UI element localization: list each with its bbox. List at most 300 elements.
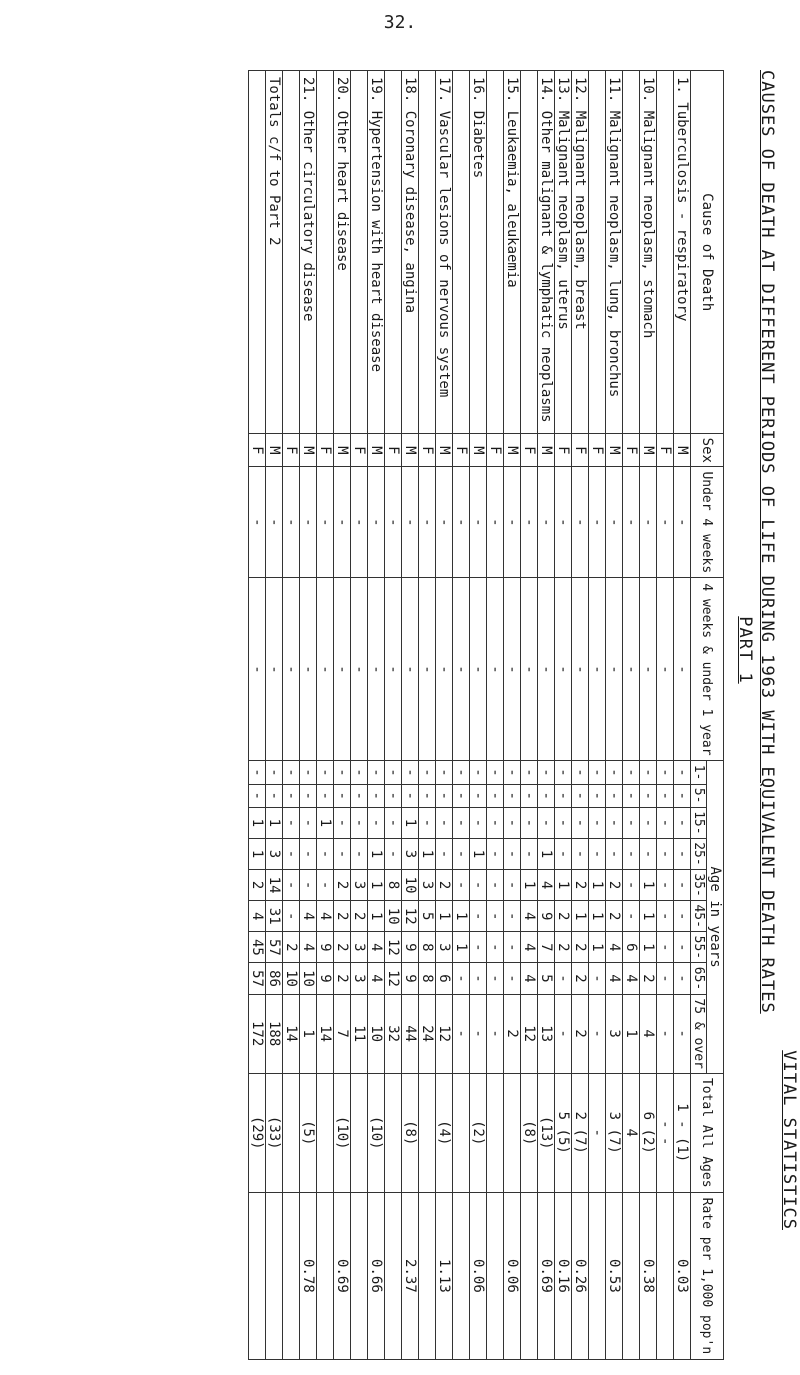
- rate-cell: [657, 1192, 674, 1359]
- cause-cell: [385, 71, 402, 434]
- title-block: [734, 70, 800, 1230]
- value-cell: -: [283, 870, 300, 901]
- table-row: [538, 71, 555, 1360]
- rate-cell: 1.13: [436, 1192, 453, 1359]
- value-cell: -: [283, 838, 300, 869]
- table-row: [351, 71, 368, 1360]
- value-cell: -: [402, 761, 419, 784]
- value-cell: 10: [300, 963, 317, 994]
- value-cell: -: [538, 807, 555, 838]
- value-cell: 2: [334, 901, 351, 932]
- value-cell: -: [334, 784, 351, 807]
- cause-cell: [657, 71, 674, 434]
- rate-cell: [487, 1192, 504, 1359]
- value-cell: -: [640, 467, 657, 578]
- value-cell: -: [487, 784, 504, 807]
- cause-cell: 12. Malignant neoplasm, breast: [572, 71, 589, 434]
- header-under-4-weeks: Under 4 weeks: [691, 467, 724, 578]
- table-row: [419, 71, 436, 1360]
- rate-cell: [266, 1192, 283, 1359]
- rate-cell: [317, 1192, 334, 1359]
- value-cell: -: [470, 901, 487, 932]
- sex-cell: F: [657, 434, 674, 467]
- value-cell: -: [487, 901, 504, 932]
- value-cell: -: [487, 578, 504, 761]
- cause-cell: [623, 71, 640, 434]
- cause-cell: 15. Leukaemia, aleukaemia: [504, 71, 521, 434]
- value-cell: -: [657, 761, 674, 784]
- value-cell: 1: [572, 901, 589, 932]
- table-row: [300, 71, 317, 1360]
- value-cell: -: [589, 578, 606, 761]
- value-cell: -: [555, 578, 572, 761]
- header-age-6: 55-: [691, 932, 707, 963]
- value-cell: 2: [334, 870, 351, 901]
- value-cell: -: [249, 578, 266, 761]
- rate-cell: 0.53: [606, 1192, 623, 1359]
- cause-cell: 10. Malignant neoplasm, stomach: [640, 71, 657, 434]
- value-cell: 4: [606, 932, 623, 963]
- value-cell: -: [555, 467, 572, 578]
- rate-cell: 0.38: [640, 1192, 657, 1359]
- total-cell: (8): [521, 1073, 538, 1192]
- value-cell: 2: [555, 932, 572, 963]
- value-cell: -: [283, 467, 300, 578]
- value-cell: -: [674, 932, 691, 963]
- value-cell: -: [249, 784, 266, 807]
- value-cell: -: [674, 807, 691, 838]
- sex-cell: M: [538, 434, 555, 467]
- value-cell: 1: [555, 870, 572, 901]
- value-cell: 5: [419, 901, 436, 932]
- value-cell: -: [606, 761, 623, 784]
- value-cell: -: [674, 870, 691, 901]
- rate-cell: 0.78: [300, 1192, 317, 1359]
- cause-cell: [249, 71, 266, 434]
- value-cell: -: [351, 838, 368, 869]
- value-cell: 8: [385, 870, 402, 901]
- value-cell: -: [674, 761, 691, 784]
- header-age-1: 5-: [691, 784, 707, 807]
- value-cell: -: [334, 807, 351, 838]
- cause-cell: [419, 71, 436, 434]
- value-cell: 1: [589, 901, 606, 932]
- page-number: 32.: [383, 12, 417, 33]
- value-cell: 4: [300, 901, 317, 932]
- value-cell: 2: [640, 963, 657, 994]
- total-cell: 4: [623, 1073, 640, 1192]
- value-cell: 172: [249, 994, 266, 1073]
- value-cell: -: [351, 784, 368, 807]
- value-cell: -: [436, 467, 453, 578]
- value-cell: 3: [606, 994, 623, 1073]
- rate-cell: 2.37: [402, 1192, 419, 1359]
- value-cell: 1: [436, 901, 453, 932]
- value-cell: 4: [521, 932, 538, 963]
- rate-cell: 0.16: [555, 1192, 572, 1359]
- value-cell: 13: [538, 994, 555, 1073]
- value-cell: -: [589, 807, 606, 838]
- value-cell: -: [453, 807, 470, 838]
- title-part: PART 1: [735, 616, 755, 684]
- table-row: [436, 71, 453, 1360]
- value-cell: 4: [368, 932, 385, 963]
- value-cell: -: [317, 870, 334, 901]
- header-age-2: 15-: [691, 807, 707, 838]
- value-cell: -: [453, 761, 470, 784]
- value-cell: 1: [368, 901, 385, 932]
- table-row: [470, 71, 487, 1360]
- table-row: [453, 71, 470, 1360]
- value-cell: -: [402, 784, 419, 807]
- value-cell: 2: [351, 901, 368, 932]
- value-cell: -: [334, 838, 351, 869]
- rate-cell: [385, 1192, 402, 1359]
- total-cell: (33): [266, 1073, 283, 1192]
- value-cell: -: [368, 578, 385, 761]
- value-cell: 188: [266, 994, 283, 1073]
- rate-cell: 0.06: [470, 1192, 487, 1359]
- value-cell: -: [419, 578, 436, 761]
- value-cell: 2: [504, 994, 521, 1073]
- value-cell: 1: [640, 870, 657, 901]
- value-cell: 4: [623, 963, 640, 994]
- value-cell: 3: [351, 963, 368, 994]
- value-cell: -: [487, 963, 504, 994]
- sex-cell: M: [368, 434, 385, 467]
- sex-cell: F: [385, 434, 402, 467]
- value-cell: 4: [606, 963, 623, 994]
- value-cell: -: [385, 838, 402, 869]
- sex-cell: F: [283, 434, 300, 467]
- value-cell: 1: [368, 838, 385, 869]
- cause-cell: [453, 71, 470, 434]
- totals-row: [266, 71, 283, 1360]
- table-row: [487, 71, 504, 1360]
- value-cell: -: [453, 963, 470, 994]
- value-cell: 4: [317, 901, 334, 932]
- value-cell: -: [674, 578, 691, 761]
- value-cell: 3: [436, 932, 453, 963]
- value-cell: 7: [334, 994, 351, 1073]
- value-cell: -: [589, 784, 606, 807]
- value-cell: -: [504, 838, 521, 869]
- value-cell: 1: [521, 870, 538, 901]
- value-cell: -: [283, 784, 300, 807]
- value-cell: 2: [572, 963, 589, 994]
- rate-cell: [351, 1192, 368, 1359]
- value-cell: -: [640, 784, 657, 807]
- value-cell: 9: [402, 963, 419, 994]
- value-cell: -: [266, 784, 283, 807]
- value-cell: -: [623, 870, 640, 901]
- cause-cell: 20. Other heart disease: [334, 71, 351, 434]
- total-cell: (10): [334, 1073, 351, 1192]
- value-cell: -: [572, 467, 589, 578]
- value-cell: -: [453, 578, 470, 761]
- value-cell: -: [572, 784, 589, 807]
- value-cell: -: [640, 578, 657, 761]
- cause-cell: 1. Tuberculosis - respiratory: [674, 71, 691, 434]
- value-cell: 1: [589, 932, 606, 963]
- value-cell: 1: [640, 932, 657, 963]
- value-cell: -: [521, 838, 538, 869]
- rate-cell: [249, 1192, 266, 1359]
- value-cell: -: [504, 807, 521, 838]
- total-cell: (4): [436, 1073, 453, 1192]
- value-cell: -: [623, 838, 640, 869]
- value-cell: -: [419, 467, 436, 578]
- header-age-3: 25-: [691, 838, 707, 869]
- value-cell: -: [317, 784, 334, 807]
- value-cell: -: [640, 761, 657, 784]
- table-row: [334, 71, 351, 1360]
- value-cell: -: [385, 784, 402, 807]
- total-cell: [487, 1073, 504, 1192]
- value-cell: 4: [300, 932, 317, 963]
- value-cell: 1: [249, 807, 266, 838]
- value-cell: -: [521, 467, 538, 578]
- value-cell: -: [504, 932, 521, 963]
- header-age-group: Age in years: [707, 761, 724, 1073]
- value-cell: 31: [266, 901, 283, 932]
- table-row: [368, 71, 385, 1360]
- total-cell: 2 (7): [572, 1073, 589, 1192]
- value-cell: -: [487, 932, 504, 963]
- value-cell: -: [555, 994, 572, 1073]
- value-cell: 4: [368, 963, 385, 994]
- value-cell: -: [504, 578, 521, 761]
- value-cell: -: [487, 870, 504, 901]
- value-cell: -: [657, 838, 674, 869]
- value-cell: 1: [470, 838, 487, 869]
- value-cell: -: [623, 784, 640, 807]
- rate-cell: 0.06: [504, 1192, 521, 1359]
- table-row: [606, 71, 623, 1360]
- value-cell: 1: [266, 807, 283, 838]
- sex-cell: F: [623, 434, 640, 467]
- value-cell: 3: [402, 838, 419, 869]
- value-cell: -: [266, 578, 283, 761]
- sex-cell: M: [266, 434, 283, 467]
- table-row: [555, 71, 572, 1360]
- value-cell: 12: [436, 994, 453, 1073]
- value-cell: -: [283, 761, 300, 784]
- total-cell: 1 - (1): [674, 1073, 691, 1192]
- sex-cell: M: [470, 434, 487, 467]
- value-cell: -: [640, 838, 657, 869]
- total-cell: (2): [470, 1073, 487, 1192]
- value-cell: 2: [334, 963, 351, 994]
- table-row: [402, 71, 419, 1360]
- value-cell: 1: [402, 807, 419, 838]
- value-cell: -: [674, 784, 691, 807]
- title-vital-statistics: VITAL STATISTICS: [779, 1050, 799, 1230]
- value-cell: 14: [317, 994, 334, 1073]
- value-cell: -: [470, 807, 487, 838]
- value-cell: -: [419, 807, 436, 838]
- value-cell: -: [487, 994, 504, 1073]
- value-cell: -: [606, 838, 623, 869]
- value-cell: -: [419, 761, 436, 784]
- total-cell: (10): [368, 1073, 385, 1192]
- rotated-page: [10, 60, 800, 1360]
- table-row: [589, 71, 606, 1360]
- value-cell: -: [300, 838, 317, 869]
- sex-cell: F: [453, 434, 470, 467]
- value-cell: -: [419, 784, 436, 807]
- header-cause: Cause of Death: [691, 71, 724, 434]
- value-cell: -: [555, 838, 572, 869]
- value-cell: -: [657, 578, 674, 761]
- value-cell: -: [640, 807, 657, 838]
- value-cell: -: [606, 467, 623, 578]
- value-cell: 5: [538, 963, 555, 994]
- value-cell: -: [538, 578, 555, 761]
- value-cell: -: [283, 807, 300, 838]
- value-cell: 24: [419, 994, 436, 1073]
- value-cell: -: [504, 870, 521, 901]
- value-cell: 45: [249, 932, 266, 963]
- value-cell: -: [436, 784, 453, 807]
- value-cell: 1: [623, 994, 640, 1073]
- sex-cell: M: [674, 434, 691, 467]
- value-cell: -: [657, 467, 674, 578]
- value-cell: -: [436, 578, 453, 761]
- sex-cell: M: [436, 434, 453, 467]
- value-cell: -: [300, 761, 317, 784]
- value-cell: -: [504, 901, 521, 932]
- value-cell: 12: [385, 963, 402, 994]
- value-cell: -: [589, 467, 606, 578]
- value-cell: -: [300, 870, 317, 901]
- value-cell: -: [487, 838, 504, 869]
- value-cell: 3: [266, 838, 283, 869]
- header-age-4: 35-: [691, 870, 707, 901]
- total-cell: - -: [657, 1073, 674, 1192]
- total-cell: [283, 1073, 300, 1192]
- cause-cell: 16. Diabetes: [470, 71, 487, 434]
- value-cell: 2: [555, 901, 572, 932]
- value-cell: -: [657, 807, 674, 838]
- total-cell: [453, 1073, 470, 1192]
- value-cell: 57: [266, 932, 283, 963]
- value-cell: -: [300, 807, 317, 838]
- table-row: [640, 71, 657, 1360]
- value-cell: -: [470, 578, 487, 761]
- total-cell: (13): [538, 1073, 555, 1192]
- total-cell: [385, 1073, 402, 1192]
- value-cell: 9: [317, 963, 334, 994]
- value-cell: 7: [538, 932, 555, 963]
- sex-cell: M: [606, 434, 623, 467]
- rate-cell: [419, 1192, 436, 1359]
- value-cell: -: [283, 901, 300, 932]
- value-cell: -: [674, 901, 691, 932]
- total-cell: (8): [402, 1073, 419, 1192]
- value-cell: -: [674, 963, 691, 994]
- value-cell: 2: [572, 932, 589, 963]
- value-cell: 14: [266, 870, 283, 901]
- value-cell: -: [674, 467, 691, 578]
- value-cell: -: [589, 761, 606, 784]
- value-cell: -: [436, 807, 453, 838]
- value-cell: -: [657, 963, 674, 994]
- value-cell: 9: [538, 901, 555, 932]
- value-cell: -: [436, 838, 453, 869]
- value-cell: -: [334, 467, 351, 578]
- rate-cell: [623, 1192, 640, 1359]
- total-cell: 6 (2): [640, 1073, 657, 1192]
- sex-cell: F: [555, 434, 572, 467]
- value-cell: 1: [317, 807, 334, 838]
- value-cell: 44: [402, 994, 419, 1073]
- value-cell: -: [555, 807, 572, 838]
- rate-cell: 0.69: [538, 1192, 555, 1359]
- value-cell: -: [623, 578, 640, 761]
- sex-cell: M: [402, 434, 419, 467]
- value-cell: -: [453, 870, 470, 901]
- cause-cell: 11. Malignant neoplasm, lung, bronchus: [606, 71, 623, 434]
- value-cell: 1: [589, 870, 606, 901]
- value-cell: -: [368, 784, 385, 807]
- table-row: [657, 71, 674, 1360]
- value-cell: 2: [606, 870, 623, 901]
- value-cell: 10: [385, 901, 402, 932]
- cause-cell: [351, 71, 368, 434]
- value-cell: -: [606, 807, 623, 838]
- value-cell: -: [351, 467, 368, 578]
- value-cell: 1: [419, 838, 436, 869]
- value-cell: -: [334, 578, 351, 761]
- rate-cell: [589, 1192, 606, 1359]
- value-cell: 11: [351, 994, 368, 1073]
- sex-cell: F: [487, 434, 504, 467]
- value-cell: -: [317, 578, 334, 761]
- cause-cell: [521, 71, 538, 434]
- table-row: [572, 71, 589, 1360]
- value-cell: 10: [283, 963, 300, 994]
- value-cell: -: [606, 784, 623, 807]
- value-cell: -: [385, 807, 402, 838]
- value-cell: 3: [351, 932, 368, 963]
- value-cell: -: [470, 963, 487, 994]
- value-cell: 4: [521, 963, 538, 994]
- value-cell: 2: [606, 901, 623, 932]
- value-cell: 14: [283, 994, 300, 1073]
- value-cell: 10: [368, 994, 385, 1073]
- total-cell: [419, 1073, 436, 1192]
- value-cell: 1: [538, 838, 555, 869]
- value-cell: -: [657, 784, 674, 807]
- cause-cell: 14. Other malignant & lymphatic neoplasms: [538, 71, 555, 434]
- value-cell: -: [470, 870, 487, 901]
- value-cell: -: [300, 467, 317, 578]
- value-cell: -: [589, 838, 606, 869]
- value-cell: -: [657, 901, 674, 932]
- value-cell: -: [266, 467, 283, 578]
- rate-cell: [521, 1192, 538, 1359]
- value-cell: -: [487, 761, 504, 784]
- sex-cell: F: [249, 434, 266, 467]
- value-cell: -: [402, 467, 419, 578]
- value-cell: -: [283, 578, 300, 761]
- value-cell: -: [504, 467, 521, 578]
- value-cell: 9: [317, 932, 334, 963]
- value-cell: -: [385, 467, 402, 578]
- rate-cell: 0.66: [368, 1192, 385, 1359]
- cause-cell: [283, 71, 300, 434]
